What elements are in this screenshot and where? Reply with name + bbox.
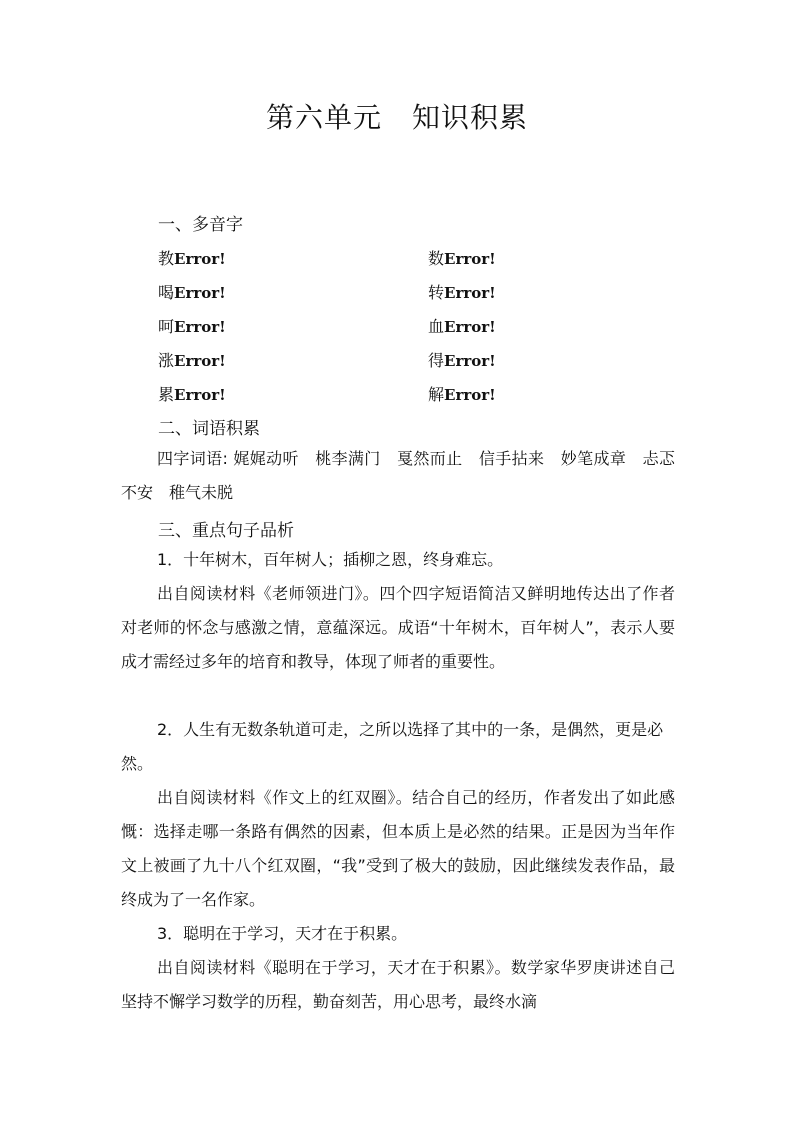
polyphone-field-code: Error! <box>444 250 496 268</box>
key-sentence-3: 3．聪明在于学习，天才在于积累。 <box>157 924 408 943</box>
polyphone-row <box>158 246 678 270</box>
page-title <box>0 96 794 136</box>
polyphone-entry <box>158 348 226 371</box>
polyphone-row <box>158 314 678 338</box>
polyphone-entry <box>158 246 226 269</box>
polyphone-field-code: Error! <box>444 318 496 336</box>
polyphone-entry <box>428 314 496 337</box>
polyphone-char: 转 <box>428 283 445 302</box>
polyphone-field-code: Error! <box>174 284 226 302</box>
polyphone-row <box>158 382 678 406</box>
polyphone-char: 教 <box>158 249 175 268</box>
polyphone-char: 得 <box>428 351 445 370</box>
title-topic: 知识积累 <box>412 101 529 134</box>
polyphone-char: 数 <box>428 249 445 268</box>
polyphone-char: 喝 <box>158 283 175 302</box>
vocabulary-paragraph <box>121 442 675 510</box>
section-heading-key-sentences: 三、重点句子品析 <box>158 521 294 541</box>
analysis-paragraph-1: 出自阅读材料《老师领进门》。四个四字短语简洁又鲜明地传达出了作者对老师的怀念与感激之情，意蕴深远。成语“十年树木，百年树人”，表示人要成才需经过多年的培育和教导，体现了师者的重要性。 <box>121 584 675 671</box>
polyphone-char: 解 <box>428 385 445 404</box>
vocabulary-label: 四字词语: <box>157 449 228 468</box>
polyphone-row <box>158 280 678 304</box>
polyphone-field-code: Error! <box>444 284 496 302</box>
polyphone-char: 累 <box>158 385 175 404</box>
polyphone-char: 呵 <box>158 317 175 336</box>
polyphone-entry <box>428 382 496 405</box>
polyphone-entry <box>428 348 496 371</box>
polyphone-field-code: Error! <box>444 352 496 370</box>
vocabulary-words: 娓娓动听 桃李满门 戛然而止 信手拈来 妙笔成章 忐忑不安 稚气未脱 <box>121 449 675 502</box>
polyphone-entry <box>158 280 226 303</box>
polyphone-char: 涨 <box>158 351 175 370</box>
title-unit: 第六单元 <box>265 101 382 134</box>
analysis-paragraph-2: 出自阅读材料《作文上的红双圈》。结合自己的经历，作者发出了如此感慨：选择走哪一条路有偶然的因素，但本质上是必然的结果。正是因为当年作文上被画了九十八个红双圈，“我”受到了极大的鼓励，因此继续发表作品，最终成为了一名作家。 <box>121 788 675 909</box>
analysis-paragraph-3: 出自阅读材料《聪明在于学习，天才在于积累》。数学家华罗庚讲述自己坚持不懈学习数学的历程，勤奋刻苦，用心思考，最终水滴 <box>121 958 675 1011</box>
polyphone-field-code: Error! <box>174 318 226 336</box>
polyphone-field-code: Error! <box>174 386 226 404</box>
polyphone-entry <box>158 314 226 337</box>
key-sentence-2: 2．人生有无数条轨道可走，之所以选择了其中的一条，是偶然，更是必然。 <box>121 720 664 773</box>
section-heading-vocabulary: 二、词语积累 <box>158 419 260 439</box>
polyphone-char: 血 <box>428 317 445 336</box>
polyphone-field-code: Error! <box>174 352 226 370</box>
polyphone-field-code: Error! <box>174 250 226 268</box>
polyphone-entry <box>428 246 496 269</box>
polyphone-entry <box>158 382 226 405</box>
polyphone-field-code: Error! <box>444 386 496 404</box>
key-sentence-1: 1．十年树木，百年树人；插柳之恩，终身难忘。 <box>157 550 504 569</box>
polyphone-entry <box>428 280 496 303</box>
section-heading-polyphones: 一、多音字 <box>158 215 243 235</box>
polyphone-row <box>158 348 678 372</box>
